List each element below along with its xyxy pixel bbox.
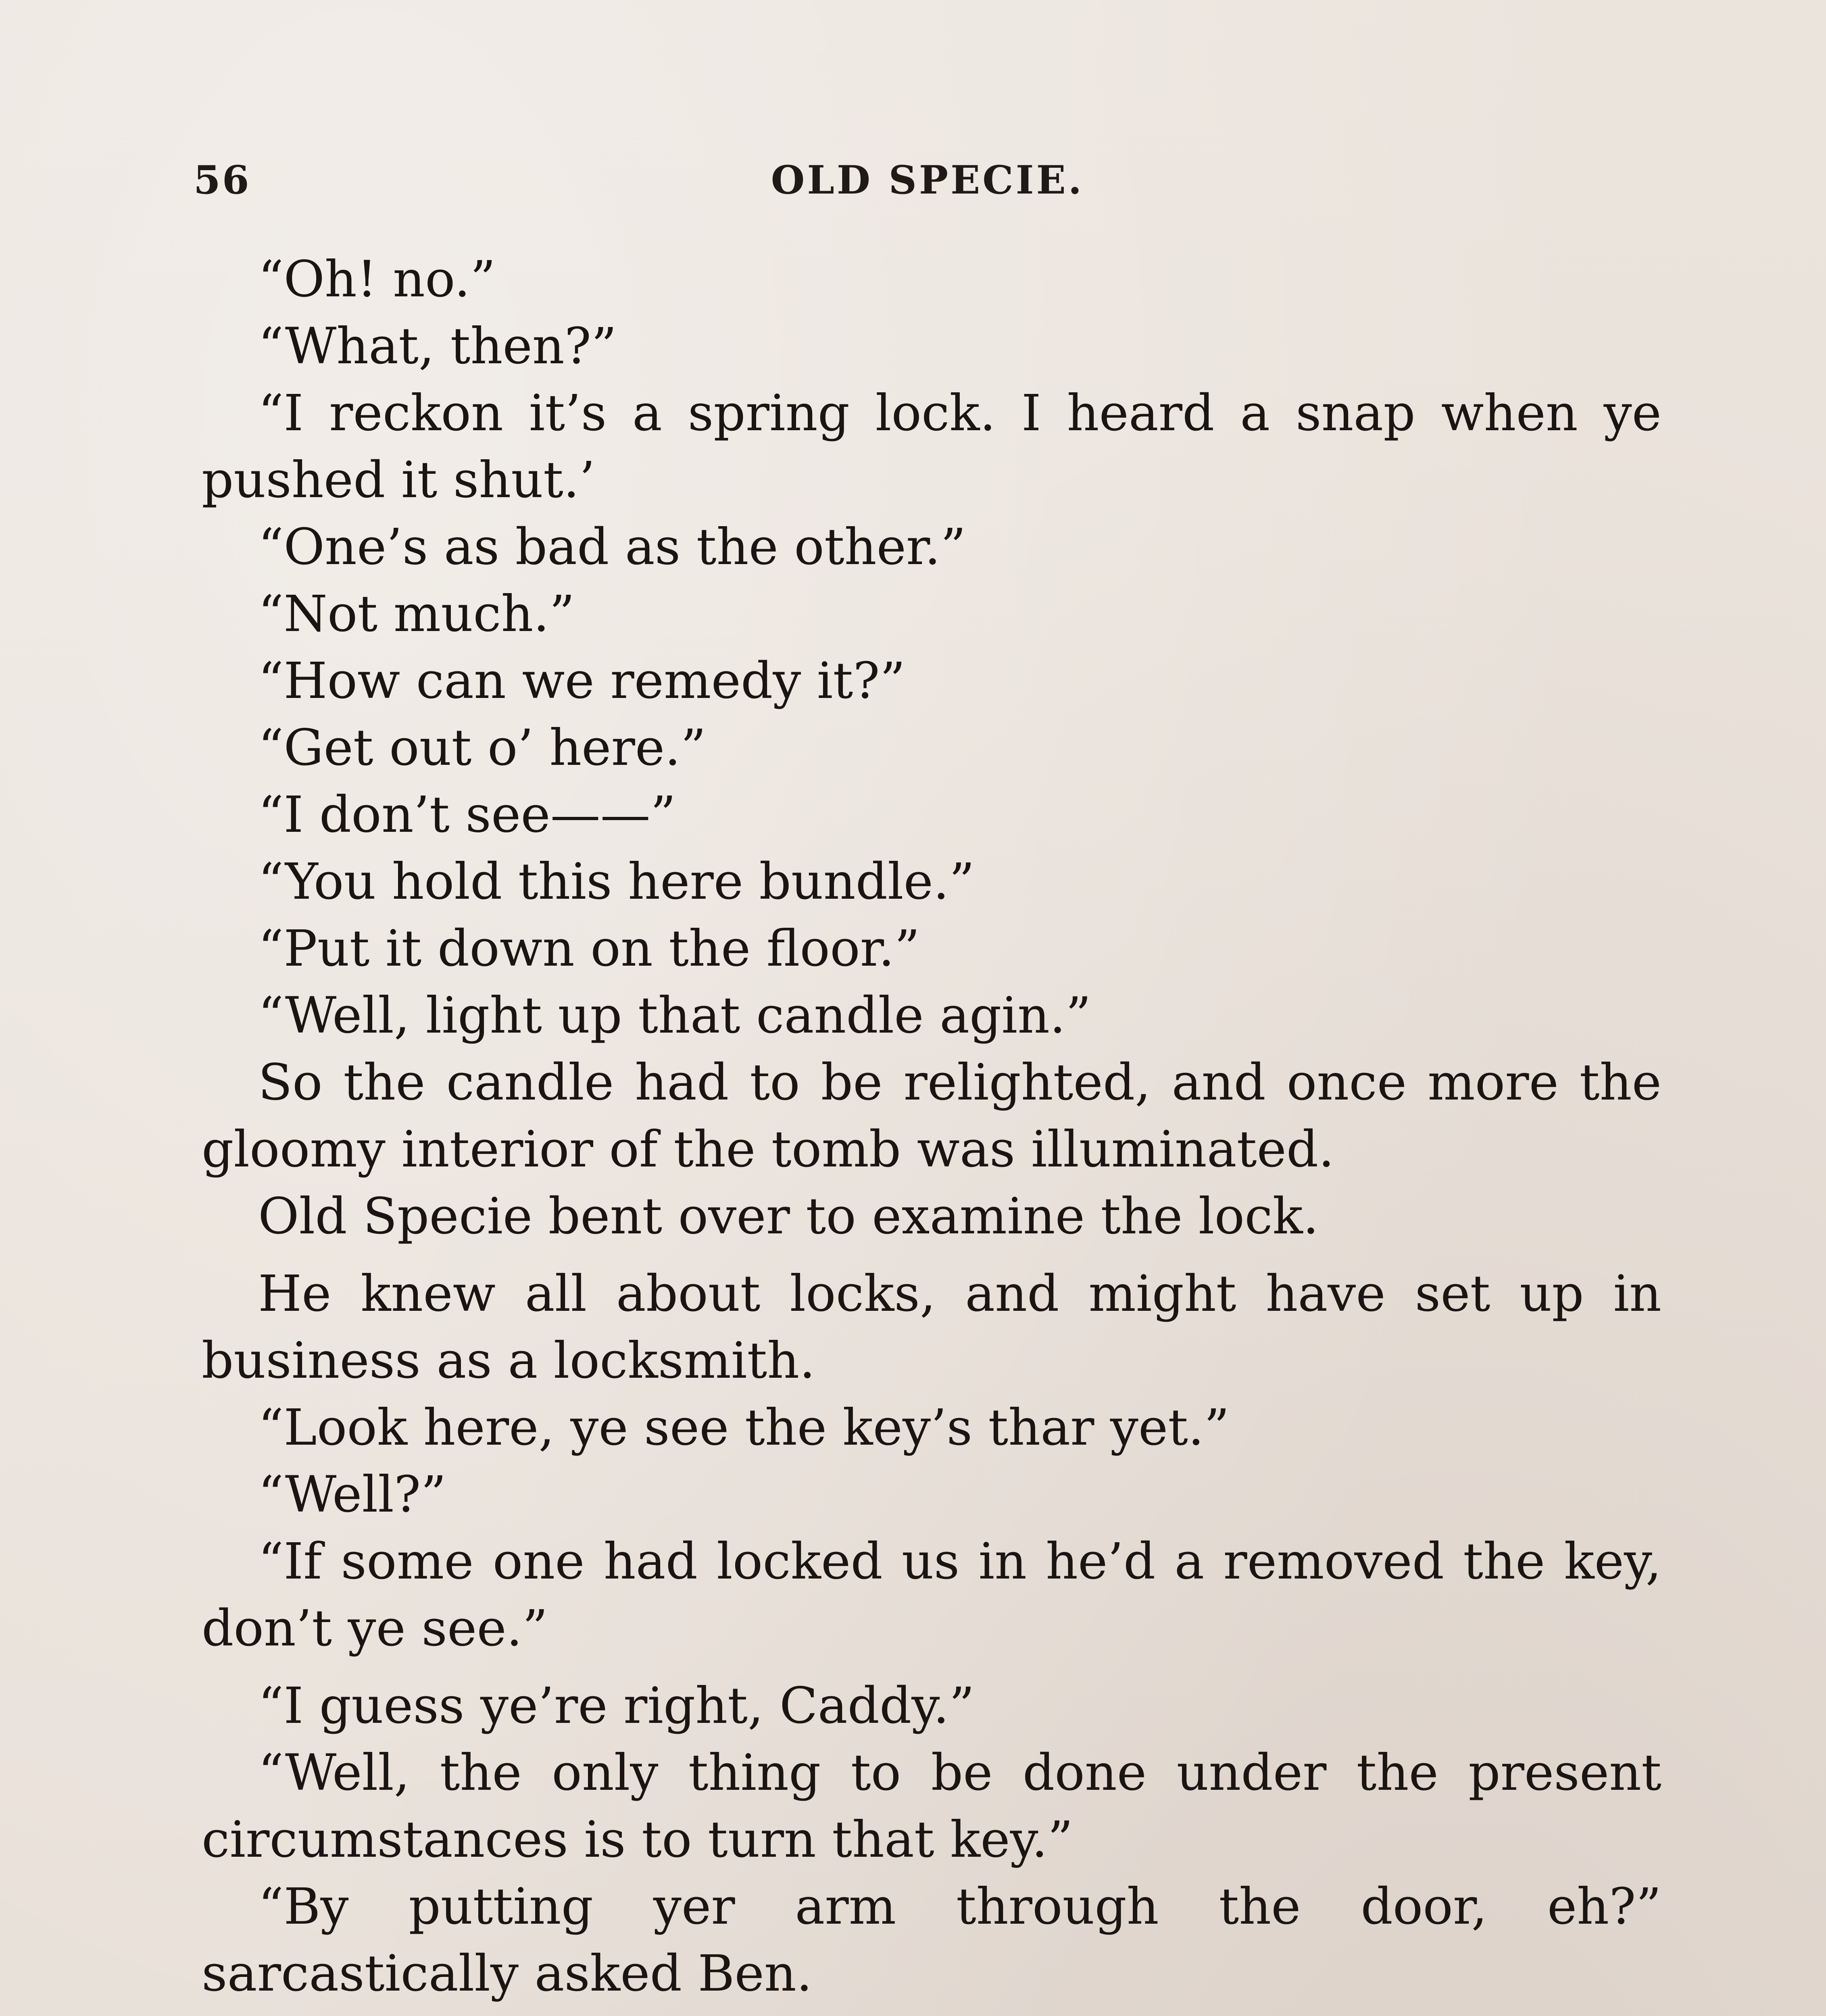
paragraph: “You hold this here bundle.” [258,853,975,911]
body-text [202,246,1661,2016]
page-header [194,141,1661,214]
paragraph: “Get out o’ here.” [258,719,707,777]
paragraph: “I don’t see——” [258,786,676,844]
paragraph: He knew all about locks, and might have set up in business as a locksmith. [202,1265,1661,1390]
paragraph: “One’s as bad as the other.” [258,518,966,576]
paragraph: “If some one had locked us in he’d a removed the key, don’t ye see.” [202,1533,1661,1658]
paragraph: So the candle had to be relighted, and once more the gloomy interior of the tomb was illuminated. [202,1054,1661,1179]
paragraph: “Oh! no.” [258,250,496,308]
paragraph: “Put it down on the floor.” [258,920,920,978]
paragraph: “I guess ye’re right, Caddy.” [258,1677,975,1735]
paragraph: “Not much.” [258,585,575,643]
paragraph: “How can we remedy it?” [258,652,906,710]
running-title: OLD SPECIE. [771,157,1084,203]
paragraph: “I reckon it’s a spring lock. I heard a snap when ye pushed it shut.’ [202,384,1661,509]
paragraph: “By putting yer arm through the door, eh?” sarcastically asked Ben. [202,1878,1661,2003]
paragraph: “Well?” [258,1466,446,1524]
paragraph: “Well, the only thing to be done under the present circumstances is to turn that key.” [202,1744,1661,1869]
paragraph: “Well, light up that candle agin.” [258,987,1091,1045]
paragraph: Old Specie bent over to examine the lock. [258,1187,1319,1245]
paragraph: “What, then?” [258,317,617,375]
page-number: 56 [194,157,251,203]
paragraph: “Look here, ye see the key’s thar yet.” [258,1399,1230,1457]
